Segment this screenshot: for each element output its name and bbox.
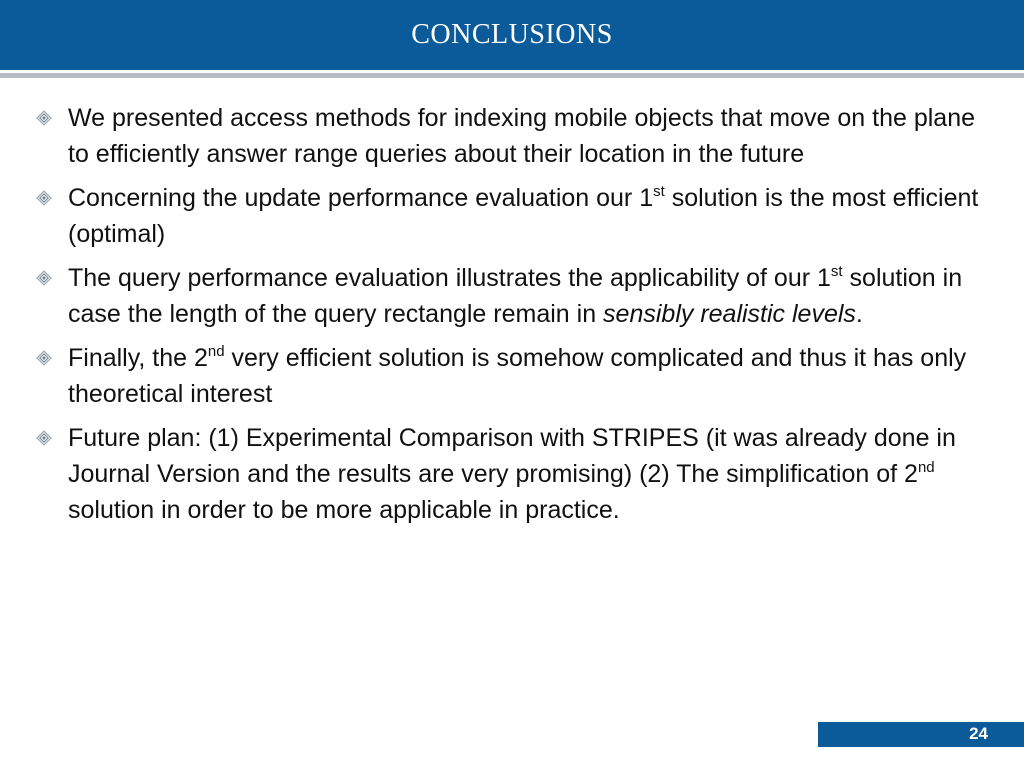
title-divider — [0, 73, 1024, 78]
bullet-text: Future plan: (1) Experimental Comparison with STRIPES (it was already done in Journal Version and the results are very promising) (2) The simplification of 2 — [68, 424, 956, 488]
bullet-text: Concerning the update performance evaluation our 1 — [68, 184, 654, 212]
bullet-text-continuation: solution is the most efficient (optimal) — [68, 184, 979, 248]
ordinal-superscript: nd — [207, 343, 225, 360]
page-number: 24 — [969, 724, 988, 743]
bullet-item — [30, 420, 990, 528]
bullet-text: We presented access methods for indexing mobile objects that move on the plane to efficiently answer range queries about their location in the future — [68, 104, 976, 168]
diamond-sparkle-bullet-icon — [36, 270, 52, 286]
diamond-sparkle-bullet-icon — [36, 430, 52, 446]
bullet-text: The query performance evaluation illustrates the applicability of our 1 — [68, 264, 831, 292]
ordinal-superscript: st — [830, 263, 843, 280]
slide-title: CONCLUSIONS — [411, 19, 613, 50]
ordinal-superscript: st — [653, 183, 665, 200]
diamond-sparkle-bullet-icon — [36, 110, 52, 126]
bullet-text-continuation: very efficient solution is somehow complicated and thus it has only theoretical interest — [68, 344, 967, 408]
bullet-item — [30, 340, 990, 412]
bullet-text-continuation: solution in case the length of the query rectangle remain in — [68, 264, 963, 328]
bullet-list — [30, 100, 990, 536]
bullet-item — [30, 100, 990, 172]
title-bar — [0, 0, 1024, 70]
bullet-item — [30, 180, 990, 252]
page-number-bar — [818, 722, 1024, 747]
bullet-item — [30, 260, 990, 332]
diamond-sparkle-bullet-icon — [36, 350, 52, 366]
ordinal-superscript: nd — [917, 459, 935, 476]
emphasized-text: sensibly realistic levels — [603, 300, 856, 328]
diamond-sparkle-bullet-icon — [36, 190, 52, 206]
bullet-text-end: . — [855, 300, 863, 328]
bullet-text-continuation: solution in order to be more applicable in practice. — [68, 496, 620, 524]
bullet-text: Finally, the 2 — [68, 344, 208, 372]
